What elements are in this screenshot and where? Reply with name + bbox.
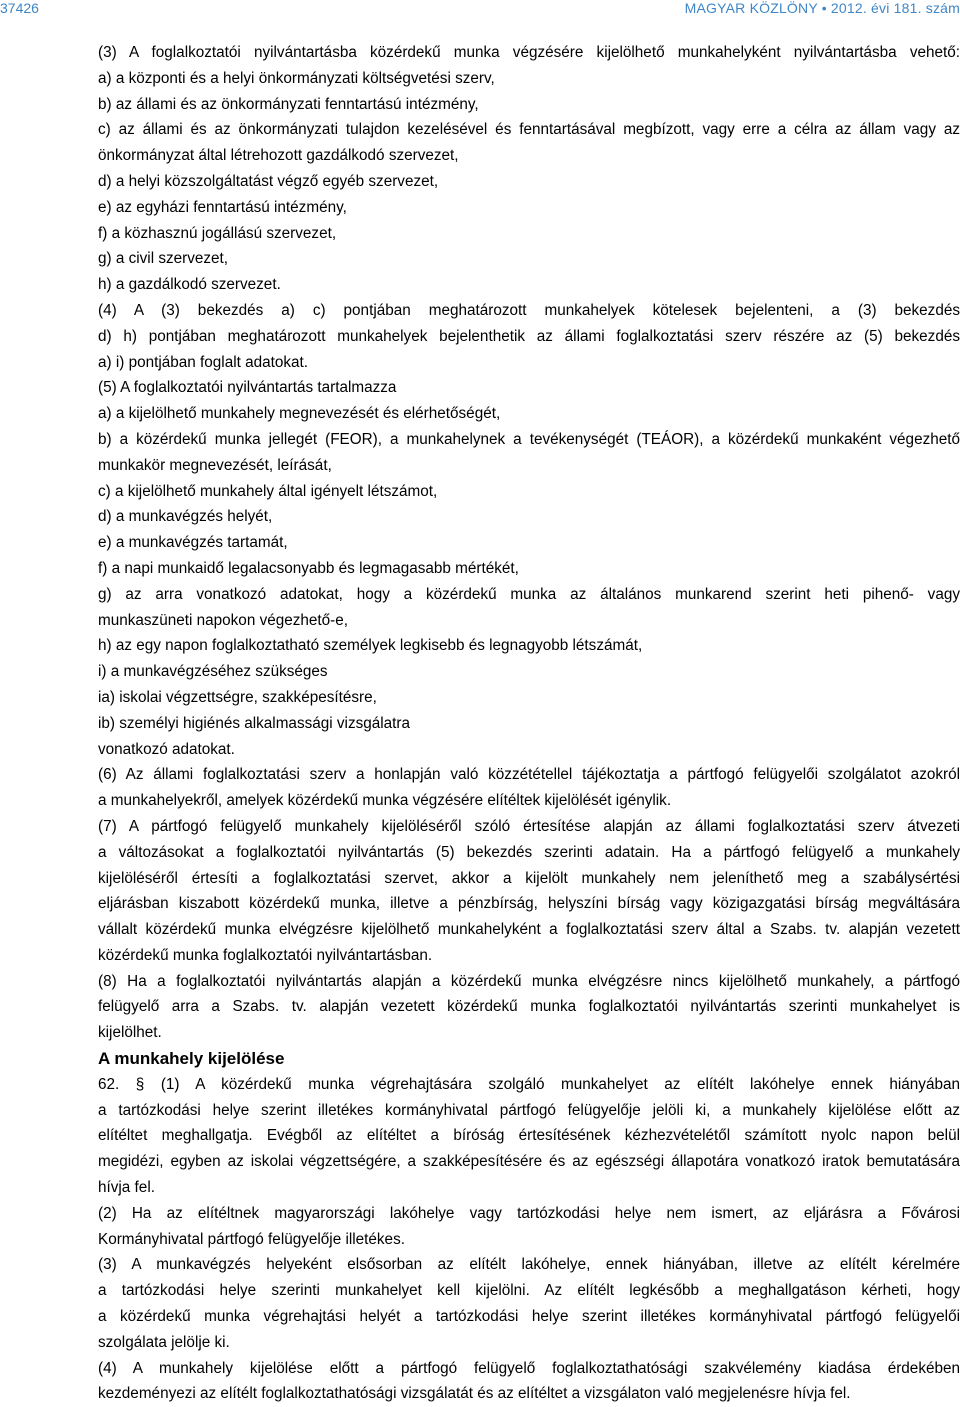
text-line: a közérdekű munka végrehajtási helyét a tartózkodási helye szerint illetékes kormányhivatal pártfogó felügyelői	[98, 1308, 960, 1326]
text-line: kijelöléséről értesíti a foglalkoztatási szervet, akkor a kijelölt munkahely nem jeleníthető meg a szabálysértési	[98, 869, 960, 887]
text-line: d) h) pontjában meghatározott munkahelyek bejelenthetik az állami foglalkoztatási szerv részére az (5) bekezdés	[98, 327, 960, 345]
text-line: d) a helyi közszolgáltatást végző egyéb szervezet,	[98, 172, 439, 190]
text-line: kezdeményezi az elítélt foglalkoztathatósági vizsgálatát és az elítéltet a vizsgálaton való megjelenésre hívja fel.	[98, 1385, 851, 1403]
text-line: munkakör megnevezését, leírását,	[98, 456, 332, 474]
text-line: (5) A foglalkoztatói nyilvántartás tartalmazza	[98, 379, 397, 397]
text-line: g) a civil szervezet,	[98, 250, 229, 268]
text-line: önkormányzat által létrehozott gazdálkodó szervezet,	[98, 147, 459, 165]
text-line: (4) A (3) bekezdés a) c) pontjában meghatározott munkahelyek kötelesek bejelenteni, a (3) bekezdés	[98, 301, 960, 319]
text-line: i) a munkavégzéséhez szükséges	[98, 663, 328, 681]
text-line: a) a kijelölhető munkahely megnevezését és elérhetőségét,	[98, 405, 501, 423]
text-line: ia) iskolai végzettségre, szakképesítésre,	[98, 688, 377, 706]
text-line: c) az állami és az önkormányzati tulajdon kezelésével és fenntartásával megbízott, vagy erre a célra az állam vagy az	[98, 121, 960, 139]
text-line: b) a közérdekű munka jellegét (FEOR), a munkahelynek a tevékenységét (TEÁOR), a közérdekű munkaként végezhető	[98, 430, 960, 448]
text-line: Kormányhivatal pártfogó felügyelője illetékes.	[98, 1230, 405, 1248]
text-line: (4) A munkahely kijelölése előtt a pártfogó felügyelő foglalkoztathatósági szakvélemény kiadása érdekében	[98, 1359, 960, 1377]
text-line: vonatkozó adatokat.	[98, 740, 235, 758]
text-line: h) az egy napon foglalkoztatható személyek legkisebb és legnagyobb létszámát,	[98, 637, 643, 655]
text-line: (6) Az állami foglalkoztatási szerv a honlapján való közzététellel tájékoztatja a pártfogó felügyelői szolgálatot azokról	[98, 766, 960, 784]
text-line: (2) Ha az elítéltnek magyarországi lakóhelye vagy tartózkodási helye nem ismert, az eljárásra a Fővárosi	[98, 1204, 960, 1222]
text-line: e) az egyházi fenntartású intézmény,	[98, 198, 347, 216]
text-line: eljárásban kiszabott közérdekű munka, illetve a pénzbírság, helyszíni bírság vagy közigazgatási bírság megváltására	[98, 895, 960, 913]
text-line: (7) A pártfogó felügyelő munkahely kijelöléséről szóló értesítése alapján az állami foglalkoztatási szerv átvezeti	[98, 817, 960, 835]
text-line: elítéltet meghallgatja. Evégből az elítéltet a bíróság értesítésének kézhezvételétől számított nyolc napon belül	[98, 1127, 960, 1145]
text-line: a munkahelyekről, amelyek közérdekű munka végzésére elítéltek kijelölését igénylik.	[98, 792, 672, 810]
text-line: megidézi, egyben az iskolai végzettségére, a szakképesítésére és az egészségi állapotára vonatkozó iratok bemutatására	[98, 1153, 960, 1171]
text-line: f) a közhasznú jogállású szervezet,	[98, 224, 337, 242]
text-line: a) i) pontjában foglalt adatokat.	[98, 353, 309, 371]
text-line: vállalt közérdekű munka elvégzésre kijelölhető munkahelyként a foglalkoztatási szerv által a Szabs. tv. alapján vezetett	[98, 921, 960, 939]
text-line: 62. § (1) A közérdekű munka végrehajtására szolgáló munkahelyet az elítélt lakóhelye ennek hiányában	[98, 1075, 960, 1093]
text-line: közérdekű munka foglalkoztatói nyilvántartásban.	[98, 946, 433, 964]
page-header	[0, 0, 960, 24]
text-line: hívja fel.	[98, 1179, 155, 1197]
text-line: c) a kijelölhető munkahely által igényelt létszámot,	[98, 482, 438, 500]
document-body	[98, 40, 960, 1407]
text-line: a) a központi és a helyi önkormányzati költségvetési szerv,	[98, 69, 495, 87]
text-line: (3) A foglalkoztatói nyilvántartásba közérdekű munka végzésére kijelölhető munkahelyként nyilvántartásba vehető:	[98, 44, 960, 61]
text-line: (8) Ha a foglalkoztatói nyilvántartás alapján a közérdekű munka elvégzésre nincs kijelölhető munkahely, a pártfogó	[98, 972, 960, 990]
text-line: a tartózkodási helye szerinti munkahelyet kell kijelölni. Az elítélt legkésőbb a meghallgatáson kérheti, hogy	[98, 1282, 960, 1300]
text-line: felügyelő arra a Szabs. tv. alapján vezetett közérdekű munka foglalkoztatói nyilvántartás szerinti munkahelyet is	[98, 998, 960, 1016]
text-line: g) az arra vonatkozó adatokat, hogy a közérdekű munka az általános munkarend szerint heti pihenő- vagy	[98, 585, 960, 603]
text-line: d) a munkavégzés helyét,	[98, 508, 273, 526]
text-line: a tartózkodási helye szerint illetékes kormányhivatal pártfogó felügyelője jelöli ki, a munkahely kijelölése előtt az	[98, 1101, 960, 1119]
page-number: 37426	[0, 0, 39, 16]
text-line: a változásokat a foglalkoztatói nyilvántartás (5) bekezdés szerinti adatain. Ha a pártfogó felügyelő a munkahely	[98, 843, 960, 861]
text-line: munkaszüneti napokon végezhető-e,	[98, 611, 349, 629]
text-line: kijelölhet.	[98, 1024, 162, 1042]
text-line: b) az állami és az önkormányzati fenntartású intézmény,	[98, 95, 479, 113]
text-line: h) a gazdálkodó szervezet.	[98, 276, 281, 294]
journal-title: MAGYAR KÖZLÖNY • 2012. évi 181. szám	[684, 0, 960, 16]
text-line: (3) A munkavégzés helyeként elsősorban az elítélt lakóhelye, ennek hiányában, illetve az elítélt kérelmére	[98, 1256, 960, 1274]
text-line: f) a napi munkaidő legalacsonyabb és legmagasabb mértékét,	[98, 559, 519, 577]
text-line: szolgálata jelölje ki.	[98, 1333, 230, 1351]
text-line: e) a munkavégzés tartamát,	[98, 534, 288, 552]
text-line: ib) személyi higiénés alkalmassági vizsgálatra	[98, 714, 411, 732]
section-heading: A munkahely kijelölése	[98, 1049, 285, 1069]
